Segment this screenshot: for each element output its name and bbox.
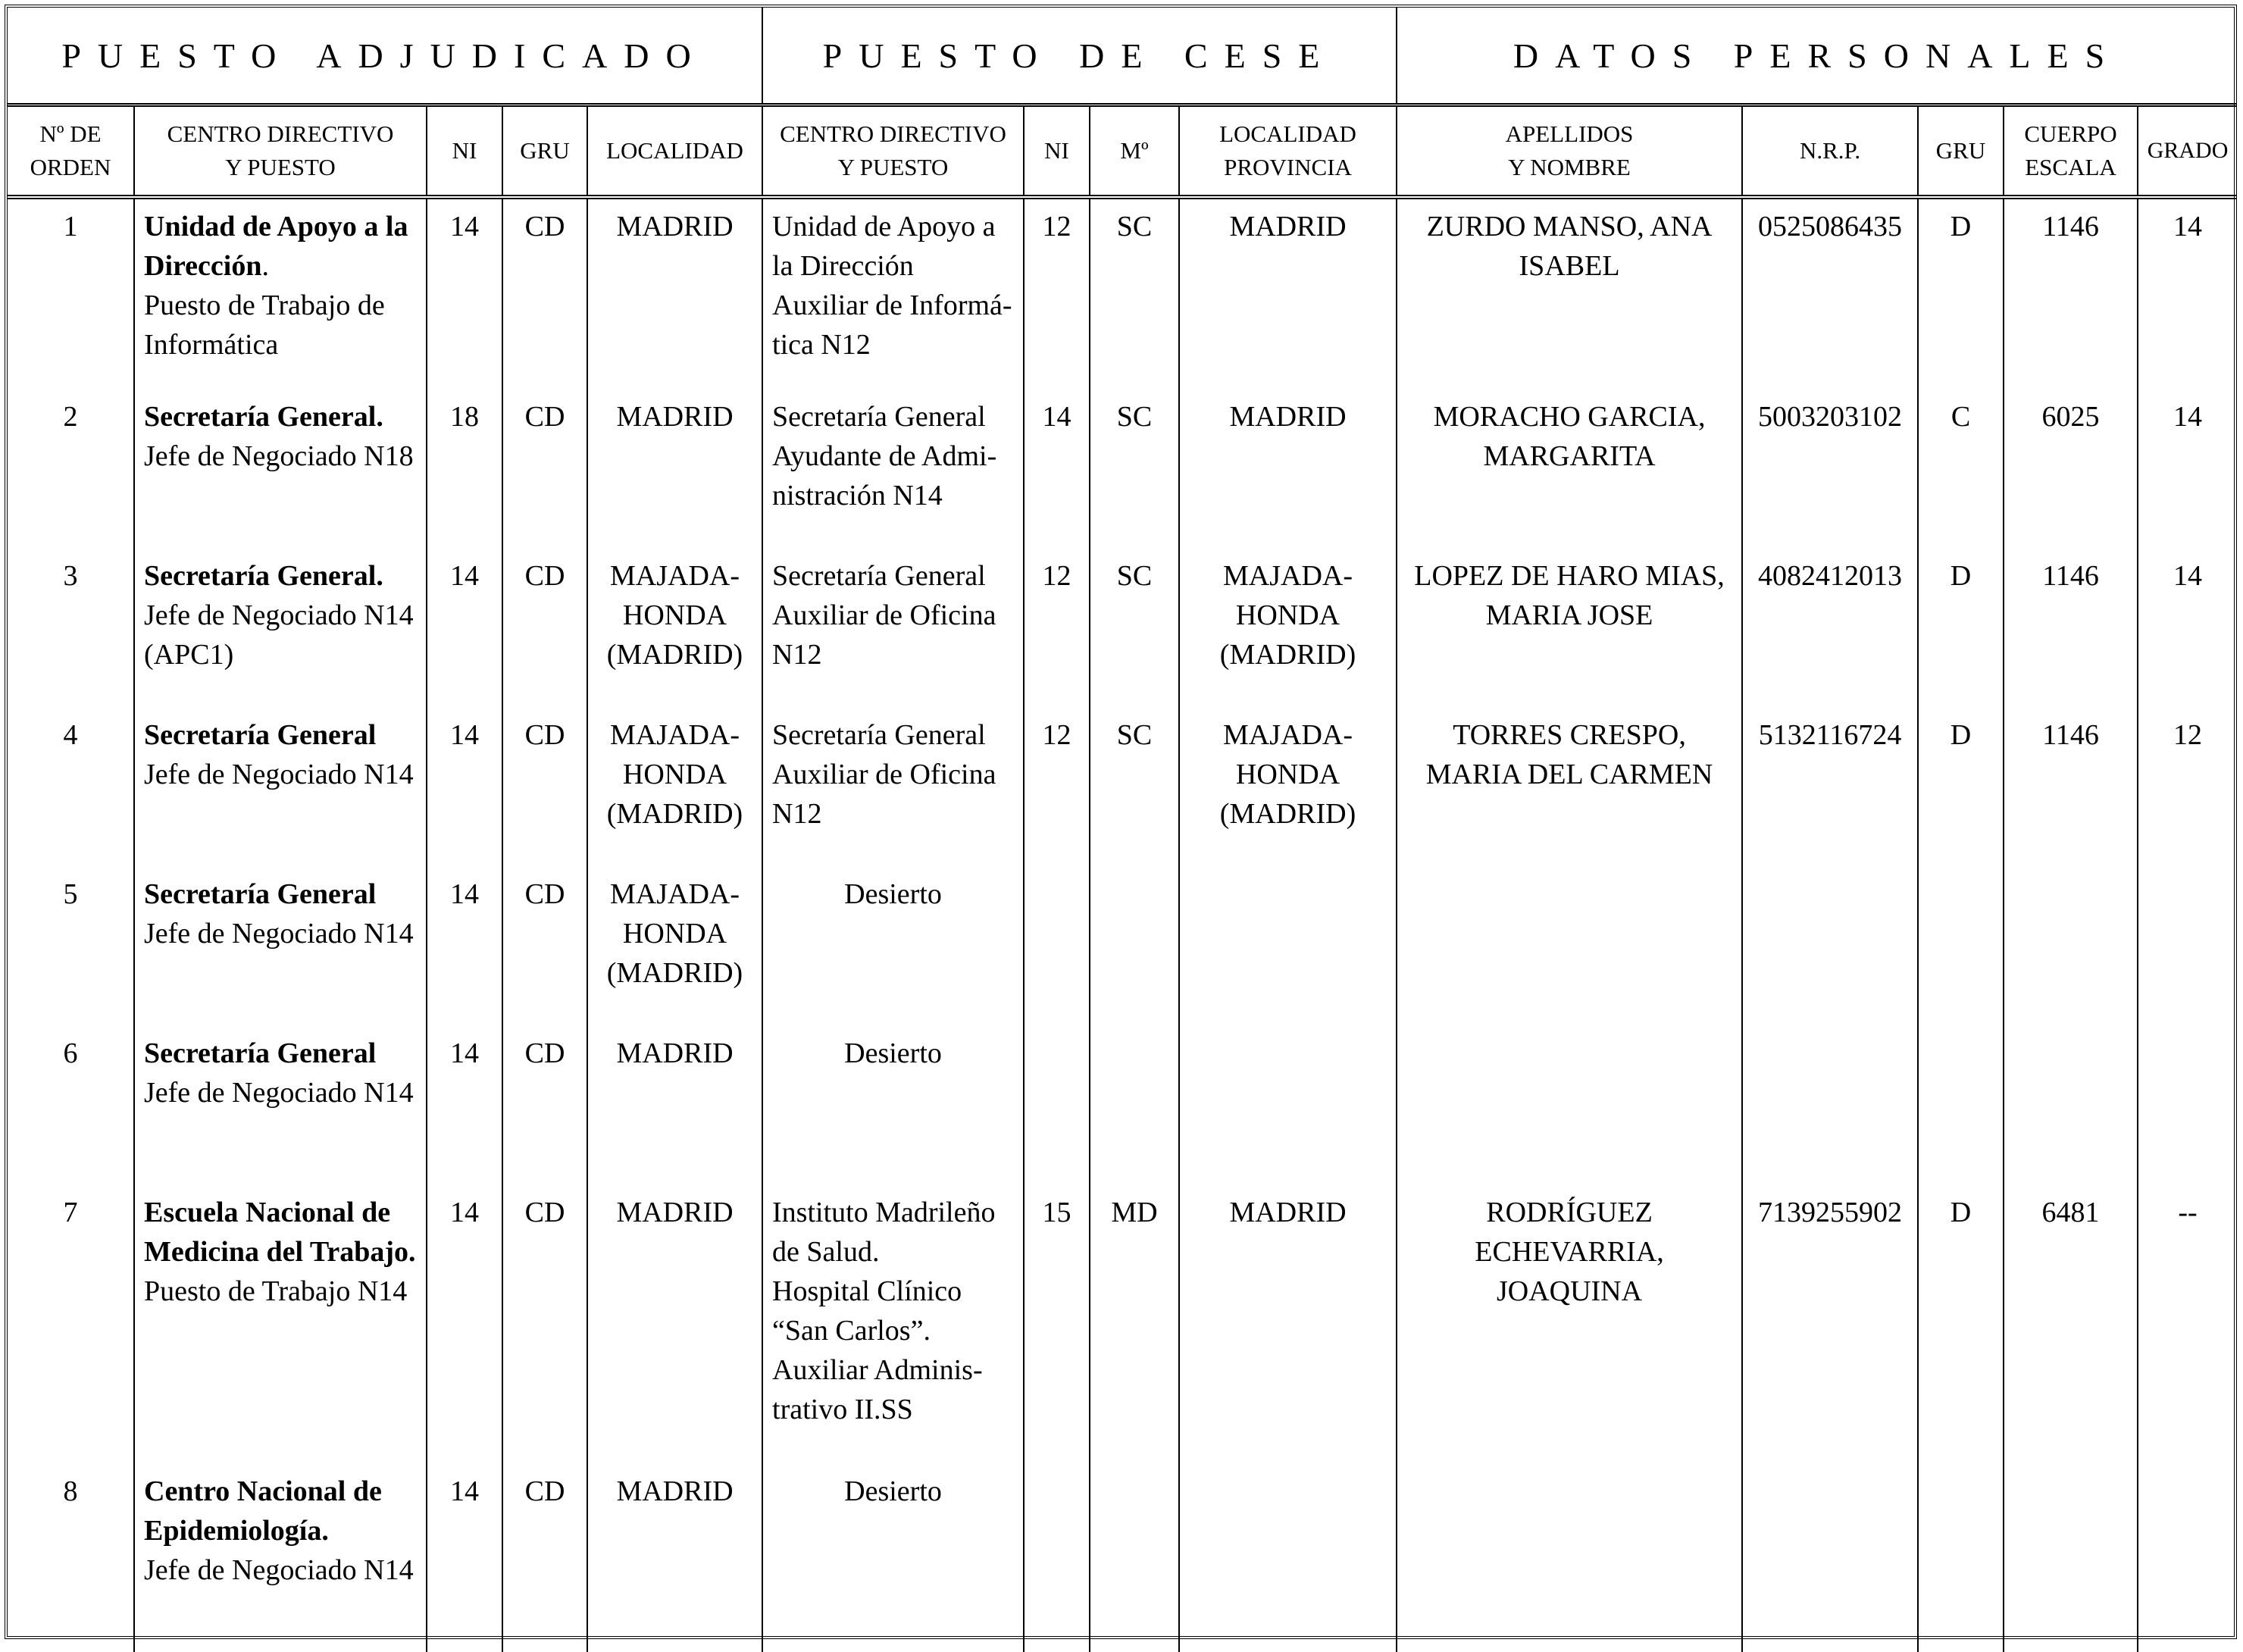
- row-centro-cese: Secretaría General Auxiliar de Oficina N12: [762, 556, 1024, 715]
- row-localidad: MADRID: [587, 197, 762, 397]
- row-ministerio: [1090, 874, 1179, 1034]
- row-gru: CD: [502, 1472, 587, 1652]
- row-nrp: 4082412013: [1742, 556, 1918, 715]
- row-gru-personal: D: [1918, 715, 2004, 874]
- row-localidad-provincia: MADRID: [1179, 197, 1397, 397]
- row-gru: CD: [502, 874, 587, 1034]
- row-ministerio: MD: [1090, 1193, 1179, 1472]
- row-cuerpo-escala: 1146: [2004, 197, 2138, 397]
- row-ministerio: [1090, 1472, 1179, 1652]
- row-orden: 7: [63, 1197, 78, 1228]
- row-nrp: [1742, 1472, 1918, 1652]
- row-localidad-provincia: MADRID: [1179, 397, 1397, 556]
- row-ni: 14: [427, 874, 502, 1034]
- row-grado: 14: [2138, 197, 2237, 397]
- row-grado: [2138, 1034, 2237, 1193]
- row-localidad: MADRID: [587, 397, 762, 556]
- row-cuerpo-escala: 6481: [2004, 1193, 2138, 1472]
- row-cuerpo-escala: 6025: [2004, 397, 2138, 556]
- col-ni-cese: NI: [1024, 105, 1090, 198]
- row-grado: --: [2138, 1193, 2237, 1472]
- row-ministerio: SC: [1090, 397, 1179, 556]
- row-ni-cese: 12: [1024, 556, 1090, 715]
- row-centro-cese: Secretaría General Auxiliar de Oficina N12: [762, 715, 1024, 874]
- row-centro-adjudicado: Secretaría General. Jefe de Negociado N18: [134, 397, 427, 556]
- row-orden: 6: [63, 1037, 78, 1069]
- row-localidad: MADRID: [587, 1472, 762, 1652]
- row-ni: 14: [427, 1472, 502, 1652]
- col-nrp: N.R.P.: [1742, 105, 1918, 198]
- row-nrp: [1742, 874, 1918, 1034]
- row-centro-cese: Secretaría General Ayudante de Admi- nistración N14: [762, 397, 1024, 556]
- row-ni: 14: [427, 556, 502, 715]
- row-cuerpo-escala: 1146: [2004, 556, 2138, 715]
- row-apellidos-nombre: MORACHO GARCIA, MARGARITA: [1397, 397, 1742, 556]
- row-apellidos-nombre: [1397, 1034, 1742, 1193]
- row-ni: 14: [427, 715, 502, 874]
- row-localidad: MAJADA- HONDA (MADRID): [587, 715, 762, 874]
- col-gru-personal: GRU: [1918, 105, 2004, 198]
- row-ni-cese: [1024, 1472, 1090, 1652]
- row-centro-adjudicado: Secretaría General. Jefe de Negociado N14 (APC1): [134, 556, 427, 715]
- table-row: [8, 1034, 2237, 1193]
- row-orden: 2: [63, 401, 78, 433]
- row-localidad: MADRID: [587, 1034, 762, 1193]
- row-gru: CD: [502, 556, 587, 715]
- row-gru-personal: [1918, 874, 2004, 1034]
- row-apellidos-nombre: RODRÍGUEZ ECHEVARRIA, JOAQUINA: [1397, 1193, 1742, 1472]
- row-ni-cese: 14: [1024, 397, 1090, 556]
- row-localidad-provincia: [1179, 874, 1397, 1034]
- row-localidad-provincia: [1179, 1034, 1397, 1193]
- row-gru-personal: D: [1918, 1193, 2004, 1472]
- row-centro-cese: Desierto: [762, 1034, 1024, 1193]
- row-ministerio: SC: [1090, 556, 1179, 715]
- row-centro-adjudicado: Unidad de Apoyo a la Dirección. Puesto de Trabajo de Informática: [134, 197, 427, 397]
- row-ni-cese: [1024, 874, 1090, 1034]
- row-centro-cese: Unidad de Apoyo a la Dirección Auxiliar de Informá- tica N12: [762, 197, 1024, 397]
- row-orden: 4: [63, 719, 78, 751]
- row-apellidos-nombre: LOPEZ DE HARO MIAS, MARIA JOSE: [1397, 556, 1742, 715]
- row-localidad: MADRID: [587, 1193, 762, 1472]
- row-ni-cese: 15: [1024, 1193, 1090, 1472]
- row-ni-cese: 12: [1024, 715, 1090, 874]
- table-row: [8, 1193, 2237, 1472]
- table-row: [8, 1472, 2237, 1652]
- row-centro-adjudicado: Secretaría General Jefe de Negociado N14: [134, 715, 427, 874]
- resolution-table: [8, 8, 2237, 1652]
- row-ministerio: SC: [1090, 715, 1179, 874]
- row-gru-personal: D: [1918, 197, 2004, 397]
- table-row: [8, 197, 2237, 397]
- row-cuerpo-escala: 1146: [2004, 715, 2138, 874]
- row-apellidos-nombre: ZURDO MANSO, ANA ISABEL: [1397, 197, 1742, 397]
- row-ni: 14: [427, 1034, 502, 1193]
- row-cuerpo-escala: [2004, 874, 2138, 1034]
- table-row: [8, 397, 2237, 556]
- document-frame: [5, 5, 2237, 1639]
- row-grado: 12: [2138, 715, 2237, 874]
- col-grado: GRADO: [2138, 105, 2237, 198]
- col-centro-cese: CENTRO DIRECTIVO Y PUESTO: [762, 105, 1024, 198]
- table-row: [8, 556, 2237, 715]
- row-centro-adjudicado: Escuela Nacional de Medicina del Trabajo. Puesto de Trabajo N14: [134, 1193, 427, 1472]
- row-ministerio: SC: [1090, 197, 1179, 397]
- table-row: [8, 874, 2237, 1034]
- row-localidad: MAJADA- HONDA (MADRID): [587, 556, 762, 715]
- row-nrp: 5132116724: [1742, 715, 1918, 874]
- row-localidad-provincia: MAJADA- HONDA (MADRID): [1179, 556, 1397, 715]
- row-apellidos-nombre: [1397, 874, 1742, 1034]
- row-gru-personal: [1918, 1034, 2004, 1193]
- row-gru: CD: [502, 197, 587, 397]
- row-orden: 5: [63, 878, 78, 910]
- row-grado: 14: [2138, 397, 2237, 556]
- row-gru: CD: [502, 1034, 587, 1193]
- row-nrp: [1742, 1034, 1918, 1193]
- col-centro-adjudicado: CENTRO DIRECTIVO Y PUESTO: [134, 105, 427, 198]
- row-ni: 14: [427, 1193, 502, 1472]
- section-puesto-adjudicado: PUESTO ADJUDICADO: [8, 8, 762, 105]
- row-cuerpo-escala: [2004, 1034, 2138, 1193]
- row-localidad: MAJADA- HONDA (MADRID): [587, 874, 762, 1034]
- row-ni-cese: 12: [1024, 197, 1090, 397]
- row-ministerio: [1090, 1034, 1179, 1193]
- row-centro-cese: Desierto: [762, 874, 1024, 1034]
- row-grado: [2138, 1472, 2237, 1652]
- row-nrp: 0525086435: [1742, 197, 1918, 397]
- col-orden: Nº DE ORDEN: [8, 105, 134, 198]
- row-gru: CD: [502, 397, 587, 556]
- row-ni: 18: [427, 397, 502, 556]
- row-centro-cese: Desierto: [762, 1472, 1024, 1652]
- row-localidad-provincia: MADRID: [1179, 1193, 1397, 1472]
- section-puesto-cese: PUESTO DE CESE: [762, 8, 1397, 105]
- col-localidad: LOCALIDAD: [587, 105, 762, 198]
- col-gru: GRU: [502, 105, 587, 198]
- row-orden: 1: [63, 211, 78, 242]
- col-ni: NI: [427, 105, 502, 198]
- row-nrp: 5003203102: [1742, 397, 1918, 556]
- row-nrp: 7139255902: [1742, 1193, 1918, 1472]
- row-localidad-provincia: MAJADA- HONDA (MADRID): [1179, 715, 1397, 874]
- col-cuerpo-escala: CUERPO ESCALA: [2004, 105, 2138, 198]
- row-gru-personal: C: [1918, 397, 2004, 556]
- row-cuerpo-escala: [2004, 1472, 2138, 1652]
- row-gru-personal: D: [1918, 556, 2004, 715]
- row-localidad-provincia: [1179, 1472, 1397, 1652]
- row-gru: CD: [502, 715, 587, 874]
- table-body: [8, 197, 2237, 1652]
- row-apellidos-nombre: [1397, 1472, 1742, 1652]
- row-gru: CD: [502, 1193, 587, 1472]
- row-ni: 14: [427, 197, 502, 397]
- row-centro-adjudicado: Secretaría General Jefe de Negociado N14: [134, 1034, 427, 1193]
- section-datos-personales: DATOS PERSONALES: [1397, 8, 2237, 105]
- col-ministerio: Mº: [1090, 105, 1179, 198]
- row-orden: 8: [63, 1475, 78, 1507]
- row-centro-adjudicado: Secretaría General Jefe de Negociado N14: [134, 874, 427, 1034]
- col-apellidos-nombre: APELLIDOS Y NOMBRE: [1397, 105, 1742, 198]
- row-centro-adjudicado: Centro Nacional de Epidemiología. Jefe de Negociado N14: [134, 1472, 427, 1652]
- row-grado: 14: [2138, 556, 2237, 715]
- row-ni-cese: [1024, 1034, 1090, 1193]
- row-orden: 3: [63, 560, 78, 592]
- row-centro-cese: Instituto Madrileño de Salud. Hospital Clínico “San Carlos”. Auxiliar Adminis- trativo II.SS: [762, 1193, 1024, 1472]
- row-grado: [2138, 874, 2237, 1034]
- col-localidad-provincia: LOCALIDAD PROVINCIA: [1179, 105, 1397, 198]
- row-gru-personal: [1918, 1472, 2004, 1652]
- table-row: [8, 715, 2237, 874]
- row-apellidos-nombre: TORRES CRESPO, MARIA DEL CARMEN: [1397, 715, 1742, 874]
